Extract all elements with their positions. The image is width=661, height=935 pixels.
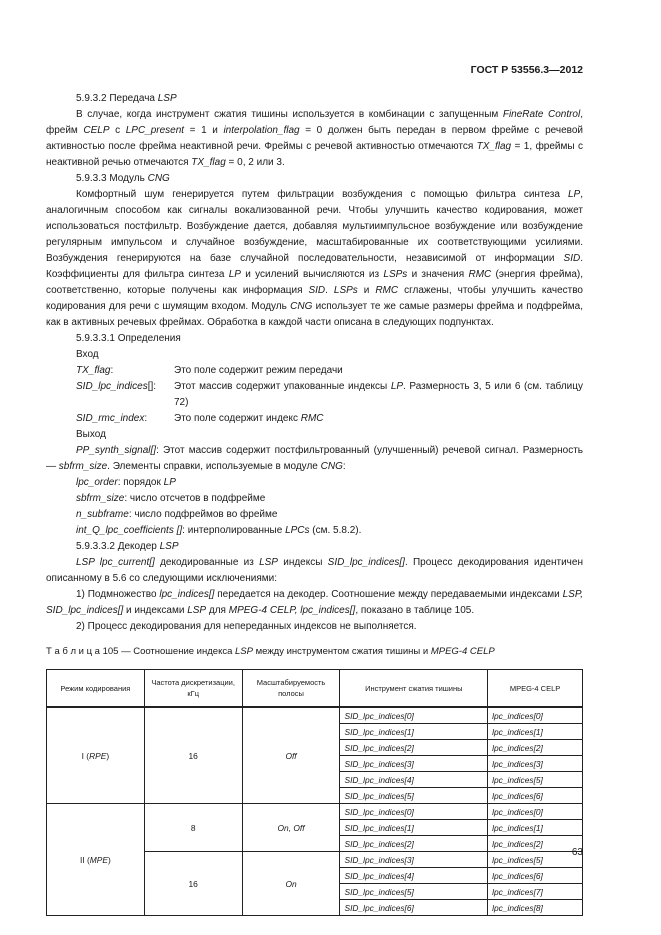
table-row <box>47 707 583 724</box>
silence-tool-index-cell: SID_lpc_indices[4] <box>340 772 488 788</box>
celp-index-cell: lpc_indices[6] <box>488 868 583 884</box>
coding-mode-cell: I (RPE) <box>47 707 145 804</box>
celp-index-cell: lpc_indices[1] <box>488 820 583 836</box>
page-content <box>46 91 583 916</box>
lsp-index-table <box>46 669 583 916</box>
sampling-rate-cell: 16 <box>144 707 242 804</box>
silence-tool-index-cell: SID_lpc_indices[3] <box>340 852 488 868</box>
reference-item: n_subframe: число подфреймов во фрейме <box>76 509 278 520</box>
celp-index-cell: lpc_indices[2] <box>488 836 583 852</box>
silence-tool-index-cell: SID_lpc_indices[2] <box>340 836 488 852</box>
celp-index-cell: lpc_indices[5] <box>488 852 583 868</box>
table-row <box>47 804 583 820</box>
silence-tool-index-cell: SID_lpc_indices[0] <box>340 804 488 820</box>
reference-item: sbfrm_size: число отсчетов в подфрейме <box>76 493 266 504</box>
silence-tool-index-cell: SID_lpc_indices[1] <box>340 724 488 740</box>
input-label: Вход <box>76 349 99 360</box>
scalability-cell: Off <box>242 707 340 804</box>
celp-index-cell: lpc_indices[0] <box>488 707 583 724</box>
document-header: ГОСТ Р 53556.3—2012 <box>470 64 583 76</box>
decoder-exception-item: 1) Подмножество lpc_indices[] передается на декодер. Соотношение между передаваемыми индексами LSP, SID_lpc_indices[] и индексами LSP для MPEG-4 CELP, lpc_indices[], показано в таблице 105. <box>46 589 583 616</box>
celp-index-cell: lpc_indices[3] <box>488 756 583 772</box>
silence-tool-index-cell: SID_lpc_indices[5] <box>340 788 488 804</box>
silence-tool-index-cell: SID_lpc_indices[4] <box>340 868 488 884</box>
definition-item: TX_flag: Это поле содержит режим передачи <box>76 365 343 376</box>
celp-index-cell: lpc_indices[1] <box>488 724 583 740</box>
silence-tool-index-cell: SID_lpc_indices[0] <box>340 707 488 724</box>
definition-item: SID_lpc_indices[]: Этот массив содержит упакованные индексы LP. Размерность 3, 5 или 6 (см. таблицу 72) <box>76 381 583 408</box>
cng-module-paragraph: Комфортный шум генерируется путем фильтрации возбуждения с помощью фильтра синтеза LP, аналогичным способом как сигналы вокализованной речи. Чтобы улучшить качество кодирования, может использоваться постфильтр. Возбуждение дается, добавляя мультиимпульсное возбуждение или возбуждение регулярным импульсом и случайное возбуждение, масштабированные их соответствующими усилиями. Возбуждения генерируются на базе случайной последовательности, независимой от информации SID. Коэффициенты для фильтра синтеза LP и усилений вычисляются из LSPs и значения RMC (энергия фрейма), соответственно, которые получены как информация SID. LSPs и RMC сглажены, чтобы улучшить качество кодирования для речи с шумящим входом. Модуль CNG использует те же самые размеры фрейма и подфрейма, как в активных речевых фреймах. Обработка в каждой части описана в следующих подпунктах. <box>46 189 584 328</box>
celp-index-cell: lpc_indices[2] <box>488 740 583 756</box>
scalability-cell: On, Off <box>242 804 340 852</box>
scalability-cell: On <box>242 852 340 916</box>
table-header-cell: Режим кодирования <box>47 670 145 708</box>
section-heading-definitions: 5.9.3.3.1 Определения <box>76 333 181 344</box>
section-heading-lsp-transmission: 5.9.3.2 Передача LSP <box>76 93 177 104</box>
section-heading-lsp-decoder: 5.9.3.3.2 Декодер LSP <box>76 541 179 552</box>
table-header-cell: MPEG-4 CELP <box>488 670 583 708</box>
table-header-cell: Инструмент сжатия тишины <box>340 670 488 708</box>
celp-index-cell: lpc_indices[5] <box>488 772 583 788</box>
silence-tool-index-cell: SID_lpc_indices[6] <box>340 900 488 916</box>
celp-index-cell: lpc_indices[0] <box>488 804 583 820</box>
decoder-exception-item: 2) Процесс декодирования для непереданных индексов не выполняется. <box>76 621 417 632</box>
silence-tool-index-cell: SID_lpc_indices[5] <box>340 884 488 900</box>
celp-index-cell: lpc_indices[6] <box>488 788 583 804</box>
table-header-row <box>47 670 583 708</box>
output-label: Выход <box>76 429 106 440</box>
section-heading-cng-module: 5.9.3.3 Модуль CNG <box>76 173 170 184</box>
definition-item: SID_rmc_index: Это поле содержит индекс RMC <box>76 413 324 424</box>
sampling-rate-cell: 8 <box>144 804 242 852</box>
reference-item: lpc_order: порядок LP <box>76 477 176 488</box>
page-number: 63 <box>571 847 583 858</box>
output-definition-paragraph: PP_synth_signal[]: Этот массив содержит постфильтрованный (улучшенный) речевой сигнал. Размерность — sbfrm_size. Элементы справки, используемые в модуле CNG: <box>46 445 583 472</box>
celp-index-cell: lpc_indices[8] <box>488 900 583 916</box>
lsp-transmission-paragraph: В случае, когда инструмент сжатия тишины используется в комбинации с запущенным FineRate Control, фрейм CELP с LPC_present = 1 и interpolation_flag = 0 должен быть передан в первом фрейме с речевой активностью после фрейма неактивной речи. Фреймы с речевой активностью отмечаются TX_flag = 1, фреймы с неактивной речью отмечаются TX_flag = 0, 2 или 3. <box>46 109 583 168</box>
table-caption: Т а б л и ц а 105 — Соотношение индекса LSP между инструментом сжатия тишины и MPEG-4 CELP <box>46 646 495 657</box>
reference-item: int_Q_lpc_coefficients []: интерполированные LPCs (см. 5.8.2). <box>76 525 362 536</box>
silence-tool-index-cell: SID_lpc_indices[1] <box>340 820 488 836</box>
celp-index-cell: lpc_indices[7] <box>488 884 583 900</box>
lsp-decoder-paragraph: LSP lpc_current[] декодированные из LSP индексы SID_lpc_indices[]. Процесс декодирования идентичен описанному в 5.6 со следующими исключениями: <box>46 557 583 584</box>
sampling-rate-cell: 16 <box>144 852 242 916</box>
coding-mode-cell: II (MPE) <box>47 804 145 916</box>
table-header-cell: Масштабируемость полосы <box>242 670 340 708</box>
silence-tool-index-cell: SID_lpc_indices[3] <box>340 756 488 772</box>
table-header-cell: Частота дискретизации, кГц <box>144 670 242 708</box>
silence-tool-index-cell: SID_lpc_indices[2] <box>340 740 488 756</box>
